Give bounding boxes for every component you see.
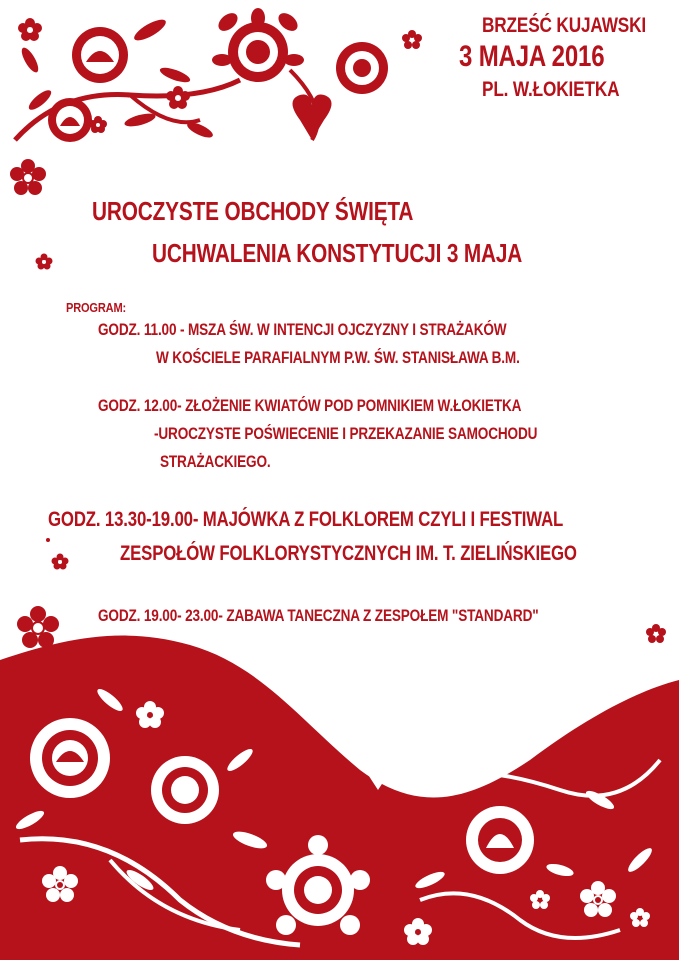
program-item-2-line3: STRAŻACKIEGO. bbox=[160, 452, 271, 471]
program-item-4-line1: GODZ. 19.00- 23.00- ZABAWA TANECZNA Z ZESPOŁEM "STANDARD" bbox=[98, 606, 539, 625]
program-item-2-line1: GODZ. 12.00- ZŁOŻENIE KWIATÓW POD POMNIKIEM W.ŁOKIETKA bbox=[98, 396, 522, 415]
page-title-line2: UCHWALENIA KONSTYTUCJI 3 MAJA bbox=[152, 238, 523, 268]
program-item-3-line2: ZESPOŁÓW FOLKLORYSTYCZNYCH IM. T. ZIELIŃSKIEGO bbox=[120, 542, 577, 565]
event-place: PL. W.ŁOKIETKA bbox=[482, 78, 620, 101]
event-date: 3 MAJA 2016 bbox=[459, 40, 605, 73]
event-town: BRZEŚĆ KUJAWSKI bbox=[482, 14, 647, 37]
page-title-line1: UROCZYSTE OBCHODY ŚWIĘTA bbox=[92, 196, 414, 226]
program-item-2-line2: -UROCZYSTE POŚWIECENIE I PRZEKAZANIE SAMOCHODU bbox=[154, 424, 538, 443]
program-item-1-line2: W KOŚCIELE PARAFIALNYM P.W. ŚW. STANISŁAWA B.M. bbox=[156, 348, 520, 367]
program-item-1-line1: GODZ. 11.00 - MSZA ŚW. W INTENCJI OJCZYZNY I STRAŻAKÓW bbox=[98, 320, 507, 339]
program-item-3-line1: GODZ. 13.30-19.00- MAJÓWKA Z FOLKLOREM CZYLI I FESTIWAL bbox=[48, 508, 564, 531]
program-label: PROGRAM: bbox=[66, 300, 127, 315]
